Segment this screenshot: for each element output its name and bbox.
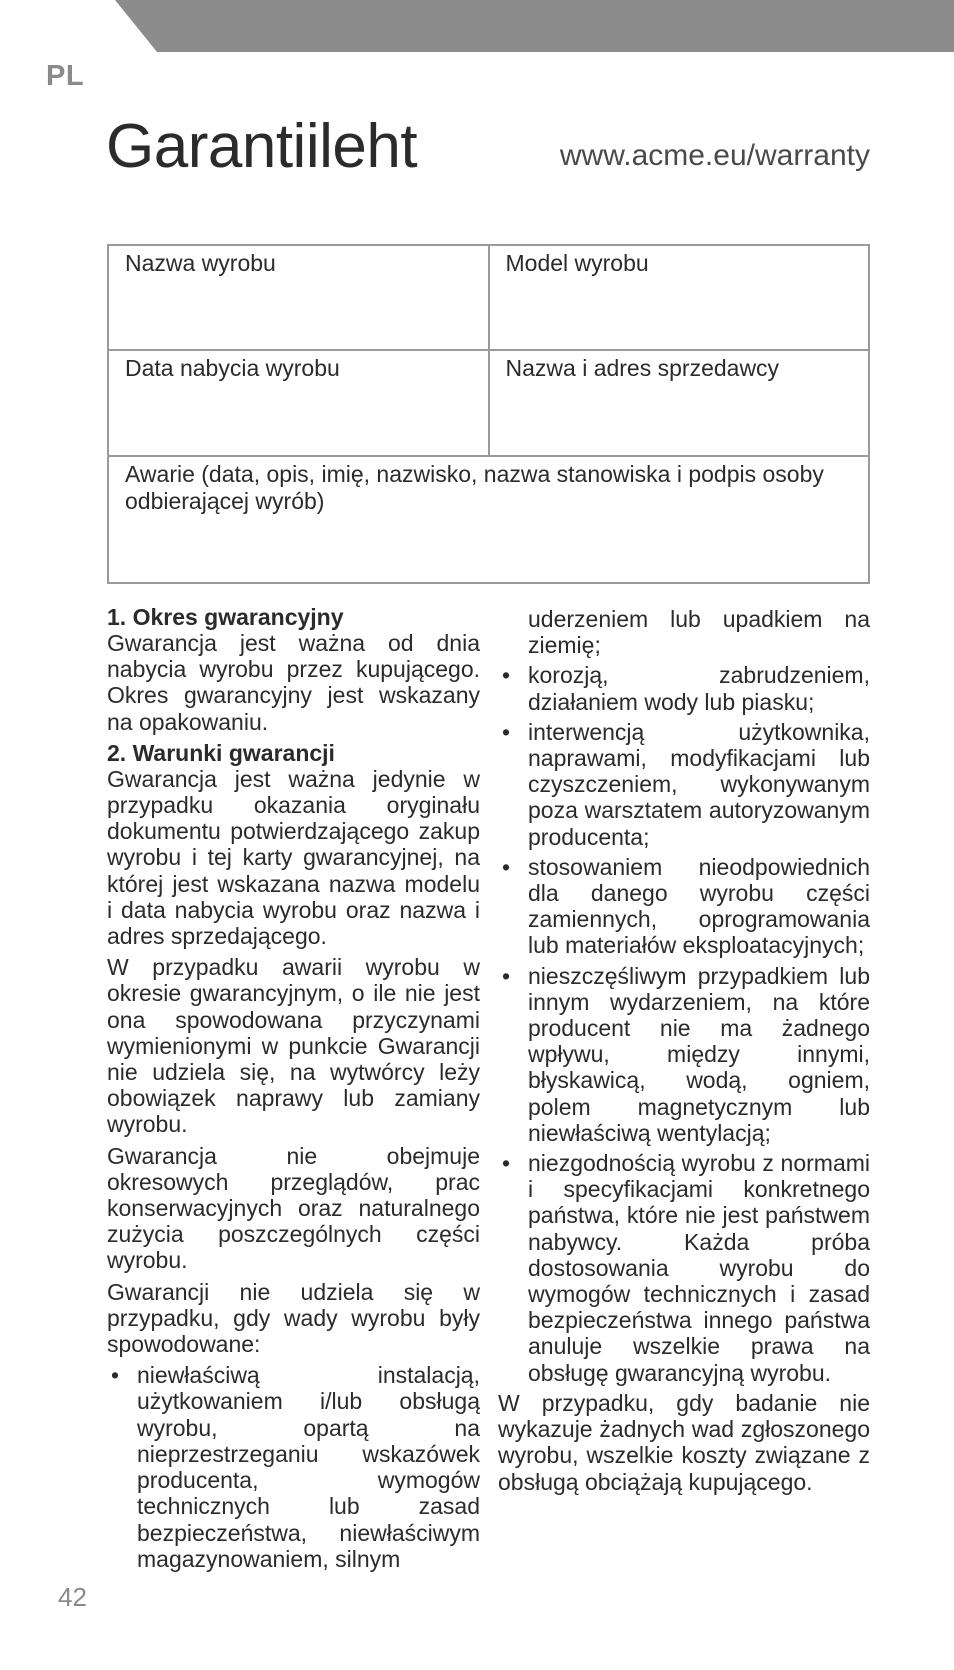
paragraph: W przypadku, gdy badanie nie wykazuje żadnych wad zgłoszonego wyrobu, wszelkie koszty związane z obsługą obciążają kupującego. <box>498 1389 870 1495</box>
bullet-icon: • <box>111 1362 120 1389</box>
purchase-date-field[interactable]: Data nabycia wyrobu <box>125 355 340 381</box>
list-item-continuation: uderzeniem lub upadkiem na ziemię; <box>528 606 870 659</box>
list-item-text: interwencją użytkownika, naprawami, modyfikacjami lub czyszczeniem, wykonywanym poza warsztatem autoryzowanym producenta; <box>528 718 870 850</box>
section-heading: 1. Okres gwarancyjny <box>107 604 344 630</box>
form-row <box>109 246 868 351</box>
list-item-text: nieszczęśliwym przypadkiem lub innym wydarzeniem, na które producent nie ma żadnego wpływu, między innymi, błyskawicą, wodą, ogniem, polem magnetycznym lub niewłaściwą wentylacją; <box>528 962 870 1146</box>
list-item-text: niewłaściwą instalacją, użytkowaniem i/lub obsługą wyrobu, opartą na nieprzestrzeganiu wskazówek producenta, wymogów technicznych lub zasad bezpieczeństwa, niewłaściwym magazynowaniem, silnym <box>137 1362 480 1572</box>
header-band <box>115 0 954 52</box>
list-item <box>498 719 870 850</box>
paragraph: Gwarancja jest ważna od dnia nabycia wyrobu przez kupującego. Okres gwarancyjny jest wskazany na opakowaniu. <box>107 630 480 735</box>
list-item <box>498 662 870 714</box>
paragraph: Gwarancji nie udziela się w przypadku, gdy wady wyrobu były spowodowane: <box>107 1278 480 1358</box>
list-item <box>498 1150 870 1386</box>
section-heading: 2. Warunki gwarancji <box>107 739 335 766</box>
bullet-icon: • <box>502 662 511 689</box>
page-number: 42 <box>58 1582 87 1612</box>
seller-field[interactable]: Nazwa i adres sprzedawcy <box>488 351 869 455</box>
list-item-text: niezgodnością wyrobu z normami i specyfikacjami konkretnego państwa, które nie jest państwem nabywcy. Każda próba dostosowania wyrobu do wymogów technicznych i zasad bezpieczeństwa innego państwa anuluje wszelkie prawa na obsługę gwarancyjną wyrobu. <box>528 1150 870 1386</box>
warranty-form <box>107 244 870 584</box>
language-label: PL <box>46 60 85 92</box>
bullet-icon: • <box>502 962 511 989</box>
text-column-right <box>498 606 870 1500</box>
paragraph: Gwarancja jest ważna jedynie w przypadku okazania oryginału dokumentu potwierdzającego zakup wyrobu i tej karty gwarancyjnej, na której jest wskazana nazwa modelu i data nabycia wyrobu oraz nazwa i adres sprzedającego. <box>107 765 480 950</box>
paragraph: Gwarancja nie obejmuje okresowych przeglądów, prac konserwacyjnych oraz naturalnego zużycia poszczególnych części wyrobu. <box>107 1142 480 1274</box>
page-title: Garantiileht <box>106 112 418 181</box>
bullet-icon: • <box>502 1150 511 1177</box>
paragraph: W przypadku awarii wyrobu w okresie gwarancyjnym, o ile nie jest ona spowodowana przyczynami wymienionymi w punkcie Gwarancji nie udziela się, na wytwórcy leży obowiązek naprawy lub zamiany wyrobu. <box>107 954 480 1138</box>
list-item-text: korozją, zabrudzeniem, działaniem wody lub piasku; <box>528 662 870 715</box>
text-column-left <box>107 604 480 1576</box>
warranty-url[interactable]: www.acme.eu/warranty <box>559 139 870 172</box>
failures-field[interactable]: Awarie (data, opis, imię, nazwisko, nazwa stanowiska i podpis osoby odbierającej wyrób) <box>125 461 824 514</box>
bullet-icon: • <box>502 718 511 745</box>
form-row <box>109 457 868 582</box>
product-model-field[interactable]: Model wyrobu <box>488 246 869 349</box>
exclusion-list <box>107 1362 480 1572</box>
bullet-icon: • <box>502 853 511 880</box>
form-row <box>109 351 868 457</box>
list-item <box>107 1362 480 1572</box>
list-item <box>498 963 870 1146</box>
exclusion-list <box>498 662 870 1385</box>
list-item <box>498 854 870 959</box>
product-name-field[interactable]: Nazwa wyrobu <box>125 250 276 276</box>
list-item-text: stosowaniem nieodpowiednich dla danego wyrobu części zamiennych, oprogramowania lub materiałów eksploatacyjnych; <box>528 853 870 959</box>
